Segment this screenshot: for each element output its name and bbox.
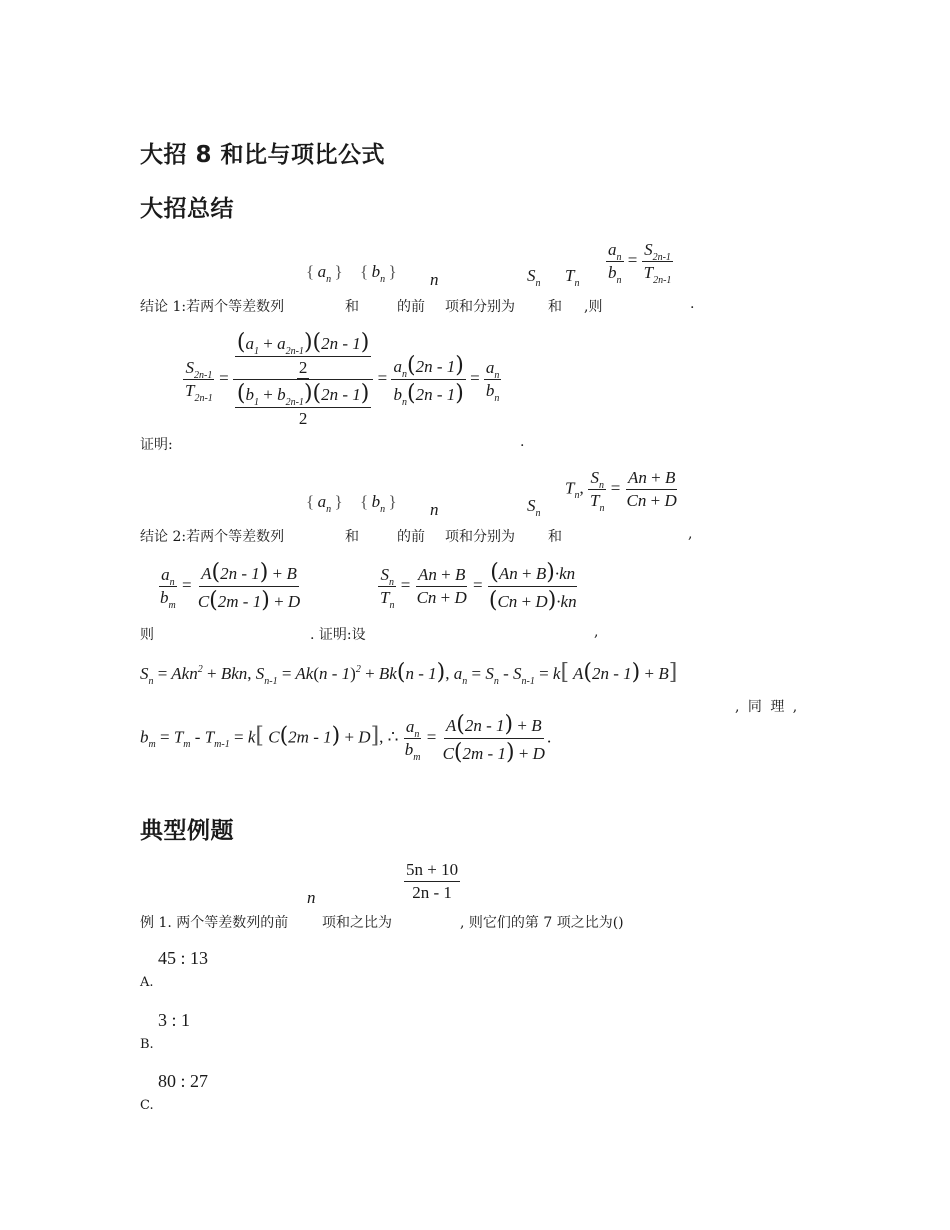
section-summary-heading: 大招总结 [140,196,234,222]
c2-text-and1: 和 [345,529,359,545]
c2-seq-b: { $b_n$ } [360,492,397,515]
c1-S: $S_n$ [527,266,541,289]
ex1-n: n [307,888,316,907]
c1-seq-a: { $a_n$ } [306,262,343,285]
c2-comma2: , [594,624,599,640]
choice-c-option[interactable]: C. [140,1098,154,1113]
c2-S: $S_n$ [527,496,541,519]
choice-c-value: 80 : 27 [158,1071,209,1091]
proof1-formula: $\frac{S_{2n-1}}{T_{2n-1}}$ = $\frac{\frac{(a_1 + a_{2n-1})(2n - 1)}{2}}{\frac{(b_1 + b_{2n-1})(2n - 1)}{2}}$ = $\frac{a_n(2n - 1)}{b_n(2n - 1)}$ = $\frac{a_n}{b_n}$ [185,330,500,428]
c1-text-front: 的前 [397,299,425,315]
ex1-ratio-den: 2n - 1 [412,883,452,902]
c2-comma: , [688,526,693,542]
c1-text-then: ,则 [584,299,603,315]
c2-same-reason: , 同 理 , [735,699,800,715]
ex1-ratio-num: 5n + 10 [404,860,460,882]
choice-a-value: 45 : 13 [158,948,209,968]
proof1-label: 证明: [140,437,173,453]
ex1-text-suffix: , 则它们的第 7 项之比为() [460,915,624,931]
ex1-ratio [404,860,460,903]
page-title: 大招 8 和比与项比公式 [140,142,386,168]
c2-text-front: 的前 [397,529,425,545]
c2-n: n [430,500,439,519]
choice-a-option[interactable]: A. [140,975,154,990]
c2-proof-label: . 证明:设 [310,627,366,643]
c1-text-sum: 项和分别为 [445,299,515,315]
c2-proof-assume: $\frac{S_n}{T_n}$ = $\frac{An + B}{Cn + D}$ = $\frac{(An + B)\cdot kn}{(Cn + D)\cdot kn}$ [380,560,577,613]
ex1-text-mid: 项和之比为 [322,915,392,931]
c2-formula-result: $\frac{a_n}{b_m}$ = $\frac{A(2n - 1) + B}{C(2m - 1) + D}$ [160,560,301,613]
c2-seq-a: { $a_n$ } [306,492,343,515]
c1-seq-b: { $b_n$ } [360,262,397,285]
proof1-end-period: . [520,434,525,450]
choice-b-option[interactable]: B. [140,1037,154,1052]
choice-b-value: 3 : 1 [158,1010,191,1030]
c1-T: $T_n$ [565,266,580,289]
c2-text-and2: 和 [548,529,562,545]
section-examples-heading: 典型例题 [140,818,234,844]
c2-text-sum: 项和分别为 [445,529,515,545]
c2-text-prefix: 结论 2:若两个等差数列 [140,529,285,545]
c1-formula: $\frac{a_n}{b_n}$ = $\frac{S_{2n-1}}{T_{2n-1}}$ [608,240,672,286]
c1-text-and2: 和 [548,299,562,315]
c2-formula-given: $T_n$, $\frac{S_n}{T_n}$ = $\frac{An + B}{Cn + D}$ [565,468,677,514]
ex1-text-prefix: 例 1. 两个等差数列的前 [140,915,289,931]
c2-proof-line1: $S_n = Akn^2$ + Bkn, $S_{n-1} = Ak(n - 1)^2 + Bk(n - 1)$, $a_n = S_n - S_{n-1} = k$[ A(2n - 1) + B] [140,660,678,687]
c1-text-and1: 和 [345,299,359,315]
c1-n: n [430,270,439,289]
c2-proof-line2: $b_m = T_m - T_{m-1} = k$[ C(2m - 1) + D], ∴ $\frac{a_n}{b_m}$ = $\frac{A(2n - 1) + B}{C(2m - 1) + D}$ . [140,712,552,765]
c1-end-period: . [690,296,695,312]
c2-text-then: 则 [140,627,154,643]
c1-text-prefix: 结论 1:若两个等差数列 [140,299,285,315]
